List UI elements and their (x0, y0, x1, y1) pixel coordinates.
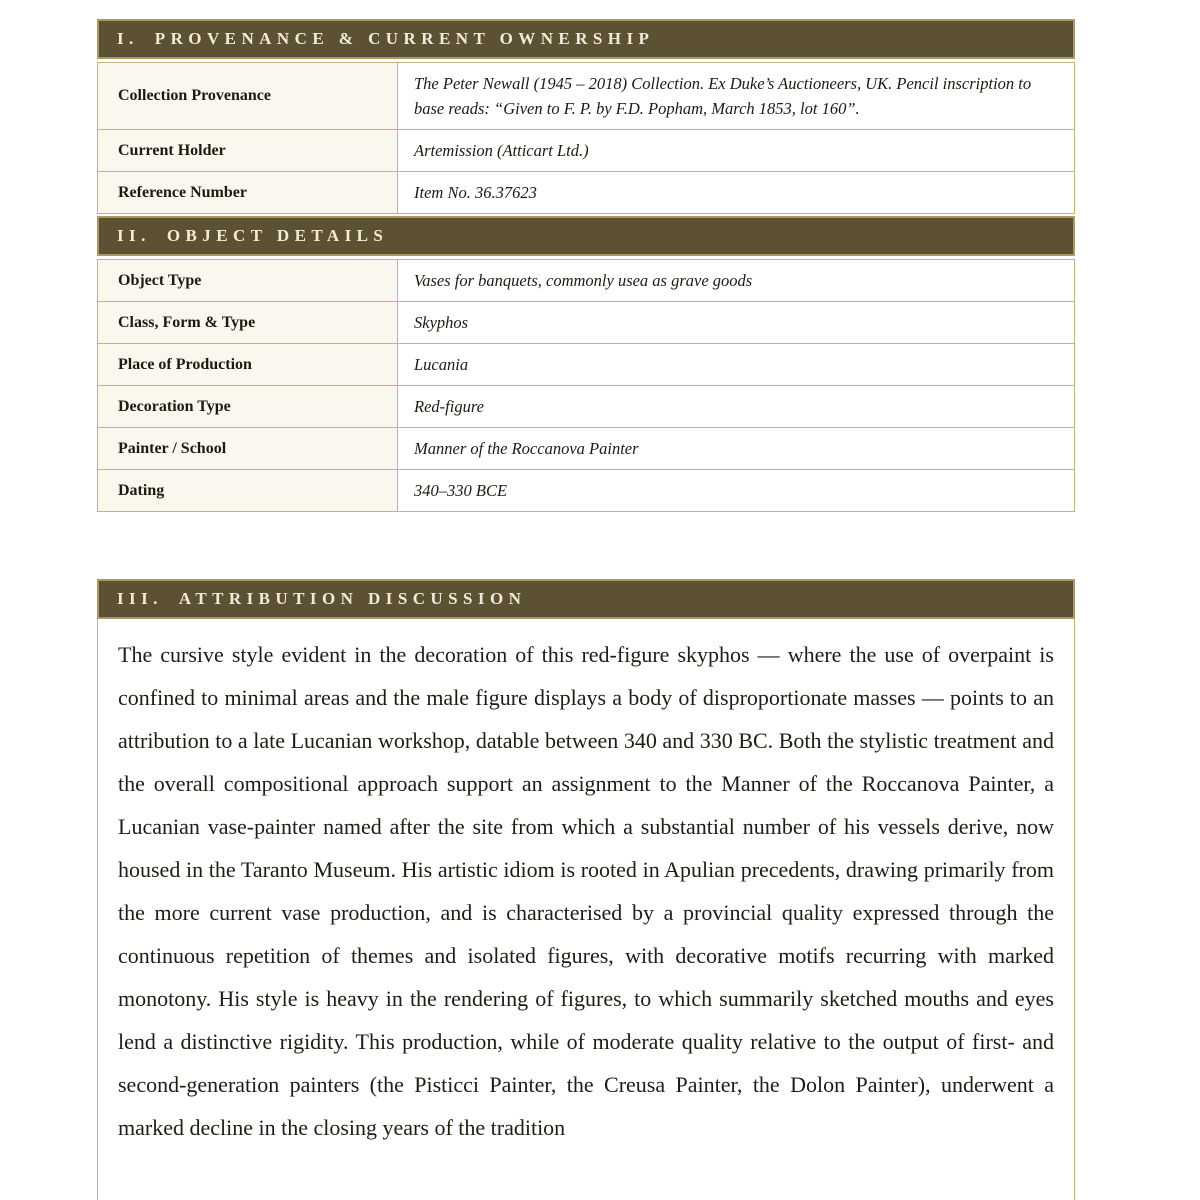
table-row (98, 63, 1075, 130)
row-label: Collection Provenance (98, 63, 398, 130)
row-label: Decoration Type (98, 386, 398, 428)
section-attribution-discussion (97, 579, 1075, 1200)
object-details-table (97, 259, 1075, 512)
row-value: Lucania (398, 344, 1075, 386)
row-value: 340–330 BCE (398, 470, 1075, 512)
section-object-details (97, 216, 1075, 512)
section-title: OBJECT DETAILS (166, 226, 389, 245)
section-numeral: I. (117, 29, 139, 48)
table-row (98, 344, 1075, 386)
document-page (97, 19, 1075, 1200)
table-row (98, 302, 1075, 344)
row-value: Manner of the Roccanova Painter (398, 428, 1075, 470)
section-numeral: II. (117, 226, 151, 245)
attribution-paragraph: The cursive style evident in the decoration of this red-figure skyphos — where the use of overpaint is confined to minimal areas and the male figure displays a body of disproportionate masses — points to an attribution to a late Lucanian workshop, datable between 340 and 330 BC. Both the stylistic treatment and the overall compositional approach support an assignment to the Manner of the Roccanova Painter, a Lucanian vase-painter named after the site from which a substantial number of his vessels derive, now housed in the Taranto Museum. His artistic idiom is rooted in Apulian precedents, drawing primarily from the more current vase production, and is characterised by a provincial quality expressed through the continuous repetition of themes and isolated figures, with decorative motifs recurring with marked monotony. His style is heavy in the rendering of figures, to which summarily sketched mouths and eyes lend a distinctive rigidity. This production, while of moderate quality relative to the output of first- and second-generation painters (the Pisticci Painter, the Creusa Painter, the Dolon Painter), underwent a marked decline in the closing years of the tradition (118, 642, 1054, 1140)
attribution-text-box (97, 619, 1075, 1200)
row-label: Dating (98, 470, 398, 512)
row-value: Artemission (Atticart Ltd.) (398, 130, 1075, 172)
row-label: Reference Number (98, 172, 398, 214)
row-label: Place of Production (98, 344, 398, 386)
section-heading-provenance (97, 19, 1075, 59)
table-row (98, 260, 1075, 302)
table-row (98, 130, 1075, 172)
section-heading-attribution (97, 579, 1075, 619)
provenance-table (97, 62, 1075, 214)
row-value: Red-figure (398, 386, 1075, 428)
row-value: Item No. 36.37623 (398, 172, 1075, 214)
row-label: Class, Form & Type (98, 302, 398, 344)
table-row (98, 172, 1075, 214)
table-row (98, 386, 1075, 428)
row-value: The Peter Newall (1945 – 2018) Collection. Ex Duke’s Auctioneers, UK. Pencil inscription to base reads: “Given to F. P. by F.D. Popham, March 1853, lot 160”. (398, 63, 1075, 130)
row-value: Vases for banquets, commonly usea as grave goods (398, 260, 1075, 302)
section-heading-object-details (97, 216, 1075, 256)
section-title: PROVENANCE & CURRENT OWNERSHIP (154, 29, 655, 48)
row-label: Current Holder (98, 130, 398, 172)
row-label: Object Type (98, 260, 398, 302)
section-numeral: III. (117, 589, 163, 608)
row-label: Painter / School (98, 428, 398, 470)
table-row (98, 470, 1075, 512)
row-value: Skyphos (398, 302, 1075, 344)
section-provenance (97, 19, 1075, 214)
section-gap (97, 514, 1075, 579)
section-title: ATTRIBUTION DISCUSSION (178, 589, 527, 608)
table-row (98, 428, 1075, 470)
